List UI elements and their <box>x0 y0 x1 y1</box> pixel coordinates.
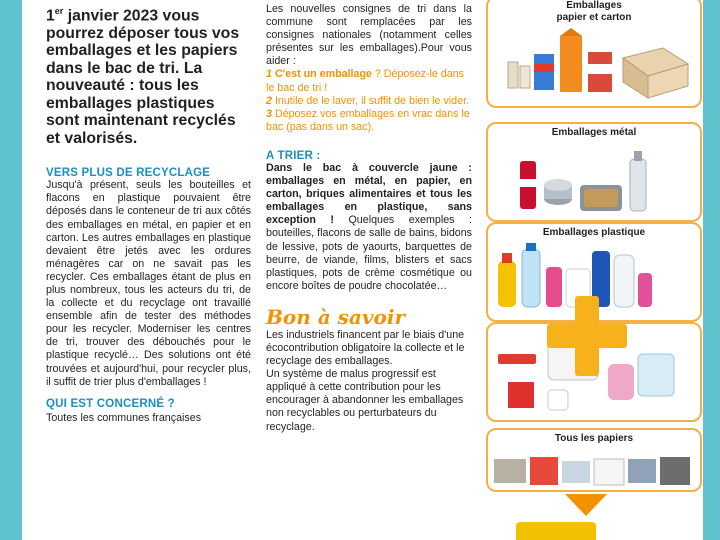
intro-text: vous pourrez déposer tous vos emballages et les papiers dans le bac de tri. La nouveauté : tous les emballages plastiques sont maintenant recyclés et valorisés. <box>46 7 240 147</box>
column-left <box>46 3 251 425</box>
box-papier-carton <box>486 0 702 108</box>
box-papiers <box>486 428 702 492</box>
arrow-down-icon <box>565 494 607 516</box>
tip-2: 2 Inutile de le laver, il suffit de bien le vider. <box>266 94 470 107</box>
metal-packaging-illustration <box>488 139 700 219</box>
right-frame-band <box>703 0 720 540</box>
box-papiers-title: Tous les papiers <box>554 433 634 444</box>
box-plastique-title: Emballages plastique <box>542 227 646 238</box>
bon-p1: Les industriels financent par le biais d'une écocontribution obligatoire la collecte et le recyclage des emballages. <box>266 328 465 368</box>
column-middle <box>266 3 472 434</box>
paper-packaging-illustration <box>488 24 700 104</box>
consignes-intro: Les nouvelles consignes de tri dans la commune sont remplacées par les consignes nationales (notamment celles présentes sur les emballages).Pour vous aider : <box>266 3 472 68</box>
intro-paragraph: 1er janvier 2023 vous pourrez déposer tous vos emballages et les papiers dans le bac de tri. La nouveauté : tous les emballages plastiques sont maintenant recyclés et valorisés. <box>46 6 240 147</box>
left-frame-band <box>0 0 22 540</box>
tip-1: 1 C'est un emballage ? Déposez-le dans le bac de tri ! <box>266 68 465 94</box>
plus-icon <box>547 296 627 376</box>
box-metal <box>486 122 702 222</box>
section-title-concerne: QUI EST CONCERNÉ ? <box>46 397 175 410</box>
atrier-body: Dans le bac à couvercle jaune : emballages en métal, en papier, en carton, briques alimentaires et tous les emballages en plastique, sans exception ! Quelques exemples : bouteilles, flacons de salle de bains, bidons de lessive, pots de yaourts, barquettes de beurre, de viande, films, blisters et sacs plastiques, pots de crème cosmétique ou encore boîtes de poudre chocolatée… <box>266 161 472 292</box>
yellow-bin <box>516 522 596 540</box>
section-title-atrier: A TRIER : <box>266 149 321 162</box>
concerne-body: Toutes les communes françaises <box>46 411 202 424</box>
bon-p2: Un système de malus progressif est appliqué à cette contribution pour les encourager à abandonner les emballages non recyclables ou perturbateurs du recyclage. <box>266 368 464 433</box>
bon-a-savoir-title: Bon à savoir <box>266 304 405 329</box>
section-title-recyclage: VERS PLUS DE RECYCLAGE <box>46 167 211 180</box>
recyclage-body: Jusqu'à présent, seuls les bouteilles et flacons en plastique pouvaient être déposés dans le conteneur de tri aux côtés des emballages en métal, en papier et en carton. Les autres emballages en plastique devaient être jetés avec les ordures ménagères car on ne savait pas les recycler. Ces emballages étant de plus en plus nombreux, tous les acteurs du tri, de la collecte et du recyclage ont travaillé ensemble afin de tester des méthodes pour les recycler. Moderniser les centres de tri, trouver des débouchés pour le plastique recyclé… Des solutions ont été trouvées et aujourd'hui, pour recycler plus, il suffit de trier plus d'emballages ! <box>46 179 251 388</box>
box-metal-title: Emballages métal <box>551 127 637 138</box>
papers-illustration <box>488 445 700 493</box>
tip-3: 3 Déposez vos emballages en vrac dans le bac (pas dans un sac). <box>266 107 470 133</box>
box-papier-title: Emballages papier et carton <box>556 0 632 23</box>
